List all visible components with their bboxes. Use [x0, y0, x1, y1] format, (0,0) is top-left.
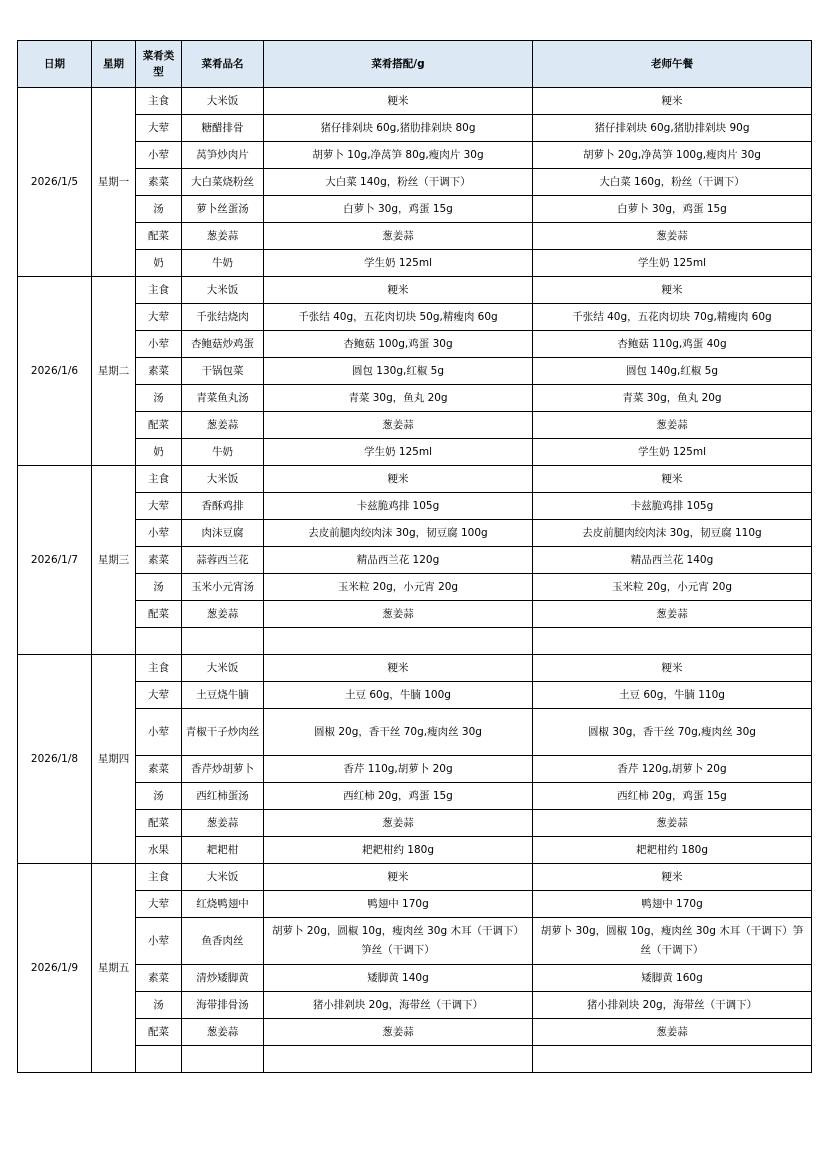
day-weekday: 星期五 [92, 864, 136, 1073]
table-row [18, 493, 812, 520]
table-row [18, 682, 812, 709]
teacher-portion: 大白菜 160g，粉丝（干调下） [533, 169, 812, 196]
teacher-portion: 粳米 [533, 864, 812, 891]
dish-category: 小荤 [136, 520, 182, 547]
dish-portion: 粳米 [264, 88, 533, 115]
dish-category: 大荤 [136, 304, 182, 331]
dish-name: 大米饭 [182, 466, 264, 493]
dish-name: 肉沫豆腐 [182, 520, 264, 547]
day-weekday: 星期二 [92, 277, 136, 466]
dish-portion: 千张结 40g，五花肉切块 50g,精瘦肉 60g [264, 304, 533, 331]
table-row [18, 250, 812, 277]
dish-name: 香芹炒胡萝卜 [182, 756, 264, 783]
dish-category [136, 1046, 182, 1073]
table-row [18, 412, 812, 439]
table-row [18, 783, 812, 810]
dish-portion: 精品西兰花 120g [264, 547, 533, 574]
dish-category: 汤 [136, 992, 182, 1019]
teacher-portion: 葱姜蒜 [533, 601, 812, 628]
teacher-portion: 千张结 40g，五花肉切块 70g,精瘦肉 60g [533, 304, 812, 331]
dish-category: 素菜 [136, 547, 182, 574]
day-date: 2026/1/5 [18, 88, 92, 277]
dish-name: 青椒干子炒肉丝 [182, 709, 264, 756]
dish-category: 小荤 [136, 709, 182, 756]
teacher-portion: 矮脚黄 160g [533, 965, 812, 992]
dish-category: 主食 [136, 277, 182, 304]
dish-portion: 卡兹脆鸡排 105g [264, 493, 533, 520]
dish-portion: 猪小排剁块 20g，海带丝（干调下） [264, 992, 533, 1019]
dish-category: 汤 [136, 385, 182, 412]
teacher-portion: 胡萝卜 20g,净莴笋 100g,瘦肉片 30g [533, 142, 812, 169]
table-row [18, 115, 812, 142]
dish-name: 红烧鸭翅中 [182, 891, 264, 918]
dish-name: 耙耙柑 [182, 837, 264, 864]
dish-name: 香酥鸡排 [182, 493, 264, 520]
dish-category: 小荤 [136, 142, 182, 169]
dish-category: 素菜 [136, 358, 182, 385]
dish-category [136, 628, 182, 655]
teacher-portion: 杏鲍菇 110g,鸡蛋 40g [533, 331, 812, 358]
teacher-portion: 猪小排剁块 20g，海带丝（干调下） [533, 992, 812, 1019]
dish-category: 配菜 [136, 810, 182, 837]
teacher-portion: 西红柿 20g，鸡蛋 15g [533, 783, 812, 810]
teacher-portion: 圆椒 30g，香干丝 70g,瘦肉丝 30g [533, 709, 812, 756]
dish-portion: 粳米 [264, 466, 533, 493]
dish-portion: 葱姜蒜 [264, 601, 533, 628]
table-row [18, 918, 812, 965]
table-row [18, 1019, 812, 1046]
dish-category: 配菜 [136, 223, 182, 250]
teacher-portion: 耙耙柑约 180g [533, 837, 812, 864]
table-row [18, 709, 812, 756]
table-row [18, 756, 812, 783]
teacher-portion: 葱姜蒜 [533, 412, 812, 439]
header-category: 菜肴类型 [136, 41, 182, 88]
day-date: 2026/1/7 [18, 466, 92, 655]
dish-portion: 白萝卜 30g，鸡蛋 15g [264, 196, 533, 223]
dish-portion: 猪仔排剁块 60g,猪肋排剁块 80g [264, 115, 533, 142]
dish-name: 牛奶 [182, 250, 264, 277]
dish-portion: 葱姜蒜 [264, 412, 533, 439]
teacher-portion: 圆包 140g,红椒 5g [533, 358, 812, 385]
teacher-portion: 猪仔排剁块 60g,猪肋排剁块 90g [533, 115, 812, 142]
teacher-portion: 胡萝卜 30g，圆椒 10g，瘦肉丝 30g 木耳（干调下）笋丝（干调下） [533, 918, 812, 965]
dish-category: 小荤 [136, 918, 182, 965]
dish-portion: 青菜 30g，鱼丸 20g [264, 385, 533, 412]
dish-name [182, 1046, 264, 1073]
dish-portion: 大白菜 140g，粉丝（干调下） [264, 169, 533, 196]
dish-name: 葱姜蒜 [182, 601, 264, 628]
dish-portion [264, 628, 533, 655]
dish-name: 葱姜蒜 [182, 810, 264, 837]
teacher-portion: 粳米 [533, 88, 812, 115]
dish-name: 葱姜蒜 [182, 223, 264, 250]
dish-portion: 葱姜蒜 [264, 223, 533, 250]
table-row [18, 547, 812, 574]
dish-name: 土豆烧牛腩 [182, 682, 264, 709]
dish-category: 主食 [136, 466, 182, 493]
teacher-portion: 白萝卜 30g，鸡蛋 15g [533, 196, 812, 223]
dish-portion: 葱姜蒜 [264, 810, 533, 837]
dish-name [182, 628, 264, 655]
header-dish: 菜肴品名 [182, 41, 264, 88]
day-date: 2026/1/9 [18, 864, 92, 1073]
dish-category: 奶 [136, 250, 182, 277]
dish-portion: 圆包 130g,红椒 5g [264, 358, 533, 385]
dish-name: 清炒矮脚黄 [182, 965, 264, 992]
dish-category: 奶 [136, 439, 182, 466]
dish-portion: 学生奶 125ml [264, 439, 533, 466]
table-row [18, 837, 812, 864]
table-row [18, 992, 812, 1019]
dish-name: 西红柿蛋汤 [182, 783, 264, 810]
day-weekday: 星期四 [92, 655, 136, 864]
dish-category: 主食 [136, 864, 182, 891]
table-row [18, 196, 812, 223]
table-row [18, 520, 812, 547]
dish-category: 素菜 [136, 965, 182, 992]
table-row [18, 965, 812, 992]
dish-name: 玉米小元宵汤 [182, 574, 264, 601]
teacher-portion [533, 628, 812, 655]
menu-table [17, 40, 812, 1073]
teacher-portion: 卡兹脆鸡排 105g [533, 493, 812, 520]
table-row [18, 223, 812, 250]
dish-category: 汤 [136, 196, 182, 223]
dish-portion: 香芹 110g,胡萝卜 20g [264, 756, 533, 783]
teacher-portion: 学生奶 125ml [533, 439, 812, 466]
dish-name: 葱姜蒜 [182, 1019, 264, 1046]
dish-portion: 玉米粒 20g，小元宵 20g [264, 574, 533, 601]
dish-portion: 鸭翅中 170g [264, 891, 533, 918]
table-row [18, 439, 812, 466]
dish-name: 大米饭 [182, 88, 264, 115]
table-row [18, 891, 812, 918]
table-row [18, 810, 812, 837]
dish-category: 主食 [136, 655, 182, 682]
table-row [18, 601, 812, 628]
dish-category: 大荤 [136, 115, 182, 142]
table-row [18, 655, 812, 682]
dish-category: 小荤 [136, 331, 182, 358]
dish-portion: 矮脚黄 140g [264, 965, 533, 992]
dish-name: 鱼香肉丝 [182, 918, 264, 965]
dish-category: 配菜 [136, 412, 182, 439]
table-row [18, 466, 812, 493]
header-weekday: 星期 [92, 41, 136, 88]
dish-category: 素菜 [136, 756, 182, 783]
dish-portion: 胡萝卜 10g,净莴笋 80g,瘦肉片 30g [264, 142, 533, 169]
teacher-portion [533, 1046, 812, 1073]
teacher-portion: 精品西兰花 140g [533, 547, 812, 574]
dish-name: 大米饭 [182, 655, 264, 682]
dish-category: 水果 [136, 837, 182, 864]
dish-name: 糖醋排骨 [182, 115, 264, 142]
dish-portion: 学生奶 125ml [264, 250, 533, 277]
dish-portion: 胡萝卜 20g，圆椒 10g，瘦肉丝 30g 木耳（干调下）笋丝（干调下） [264, 918, 533, 965]
table-row [18, 88, 812, 115]
table-row [18, 1046, 812, 1073]
dish-portion: 葱姜蒜 [264, 1019, 533, 1046]
table-row [18, 358, 812, 385]
dish-name: 大米饭 [182, 277, 264, 304]
dish-name: 杏鲍菇炒鸡蛋 [182, 331, 264, 358]
teacher-portion: 葱姜蒜 [533, 223, 812, 250]
teacher-portion: 土豆 60g，牛腩 110g [533, 682, 812, 709]
teacher-portion: 香芹 120g,胡萝卜 20g [533, 756, 812, 783]
table-row [18, 304, 812, 331]
dish-category: 大荤 [136, 682, 182, 709]
dish-category: 配菜 [136, 1019, 182, 1046]
dish-portion: 杏鲍菇 100g,鸡蛋 30g [264, 331, 533, 358]
teacher-portion: 粳米 [533, 466, 812, 493]
teacher-portion: 玉米粒 20g，小元宵 20g [533, 574, 812, 601]
day-weekday: 星期三 [92, 466, 136, 655]
dish-portion: 西红柿 20g，鸡蛋 15g [264, 783, 533, 810]
dish-portion: 去皮前腿肉绞肉沫 30g，韧豆腐 100g [264, 520, 533, 547]
teacher-portion: 粳米 [533, 655, 812, 682]
dish-portion: 粳米 [264, 864, 533, 891]
dish-portion [264, 1046, 533, 1073]
dish-portion: 粳米 [264, 655, 533, 682]
table-row [18, 142, 812, 169]
dish-name: 大米饭 [182, 864, 264, 891]
header-teacher: 老师午餐 [533, 41, 812, 88]
dish-name: 青菜鱼丸汤 [182, 385, 264, 412]
menu-body [18, 88, 812, 1073]
table-row [18, 277, 812, 304]
table-row [18, 628, 812, 655]
dish-category: 汤 [136, 574, 182, 601]
teacher-portion: 鸭翅中 170g [533, 891, 812, 918]
dish-name: 萝卜丝蛋汤 [182, 196, 264, 223]
dish-portion: 土豆 60g，牛腩 100g [264, 682, 533, 709]
dish-name: 蒜蓉西兰花 [182, 547, 264, 574]
dish-name: 牛奶 [182, 439, 264, 466]
dish-category: 大荤 [136, 493, 182, 520]
dish-name: 大白菜烧粉丝 [182, 169, 264, 196]
dish-portion: 圆椒 20g，香干丝 70g,瘦肉丝 30g [264, 709, 533, 756]
table-row [18, 864, 812, 891]
teacher-portion: 学生奶 125ml [533, 250, 812, 277]
dish-portion: 粳米 [264, 277, 533, 304]
dish-name: 海带排骨汤 [182, 992, 264, 1019]
header-date: 日期 [18, 41, 92, 88]
dish-name: 葱姜蒜 [182, 412, 264, 439]
header-portion: 菜肴搭配/g [264, 41, 533, 88]
day-date: 2026/1/6 [18, 277, 92, 466]
teacher-portion: 去皮前腿肉绞肉沫 30g，韧豆腐 110g [533, 520, 812, 547]
table-row [18, 385, 812, 412]
teacher-portion: 粳米 [533, 277, 812, 304]
header-row [18, 41, 812, 88]
table-row [18, 574, 812, 601]
teacher-portion: 葱姜蒜 [533, 810, 812, 837]
day-date: 2026/1/8 [18, 655, 92, 864]
dish-name: 莴笋炒肉片 [182, 142, 264, 169]
dish-category: 大荤 [136, 891, 182, 918]
dish-category: 主食 [136, 88, 182, 115]
table-row [18, 331, 812, 358]
dish-category: 汤 [136, 783, 182, 810]
day-weekday: 星期一 [92, 88, 136, 277]
teacher-portion: 葱姜蒜 [533, 1019, 812, 1046]
dish-name: 千张结烧肉 [182, 304, 264, 331]
dish-category: 素菜 [136, 169, 182, 196]
teacher-portion: 青菜 30g，鱼丸 20g [533, 385, 812, 412]
dish-portion: 耙耙柑约 180g [264, 837, 533, 864]
dish-name: 干锅包菜 [182, 358, 264, 385]
dish-category: 配菜 [136, 601, 182, 628]
table-row [18, 169, 812, 196]
